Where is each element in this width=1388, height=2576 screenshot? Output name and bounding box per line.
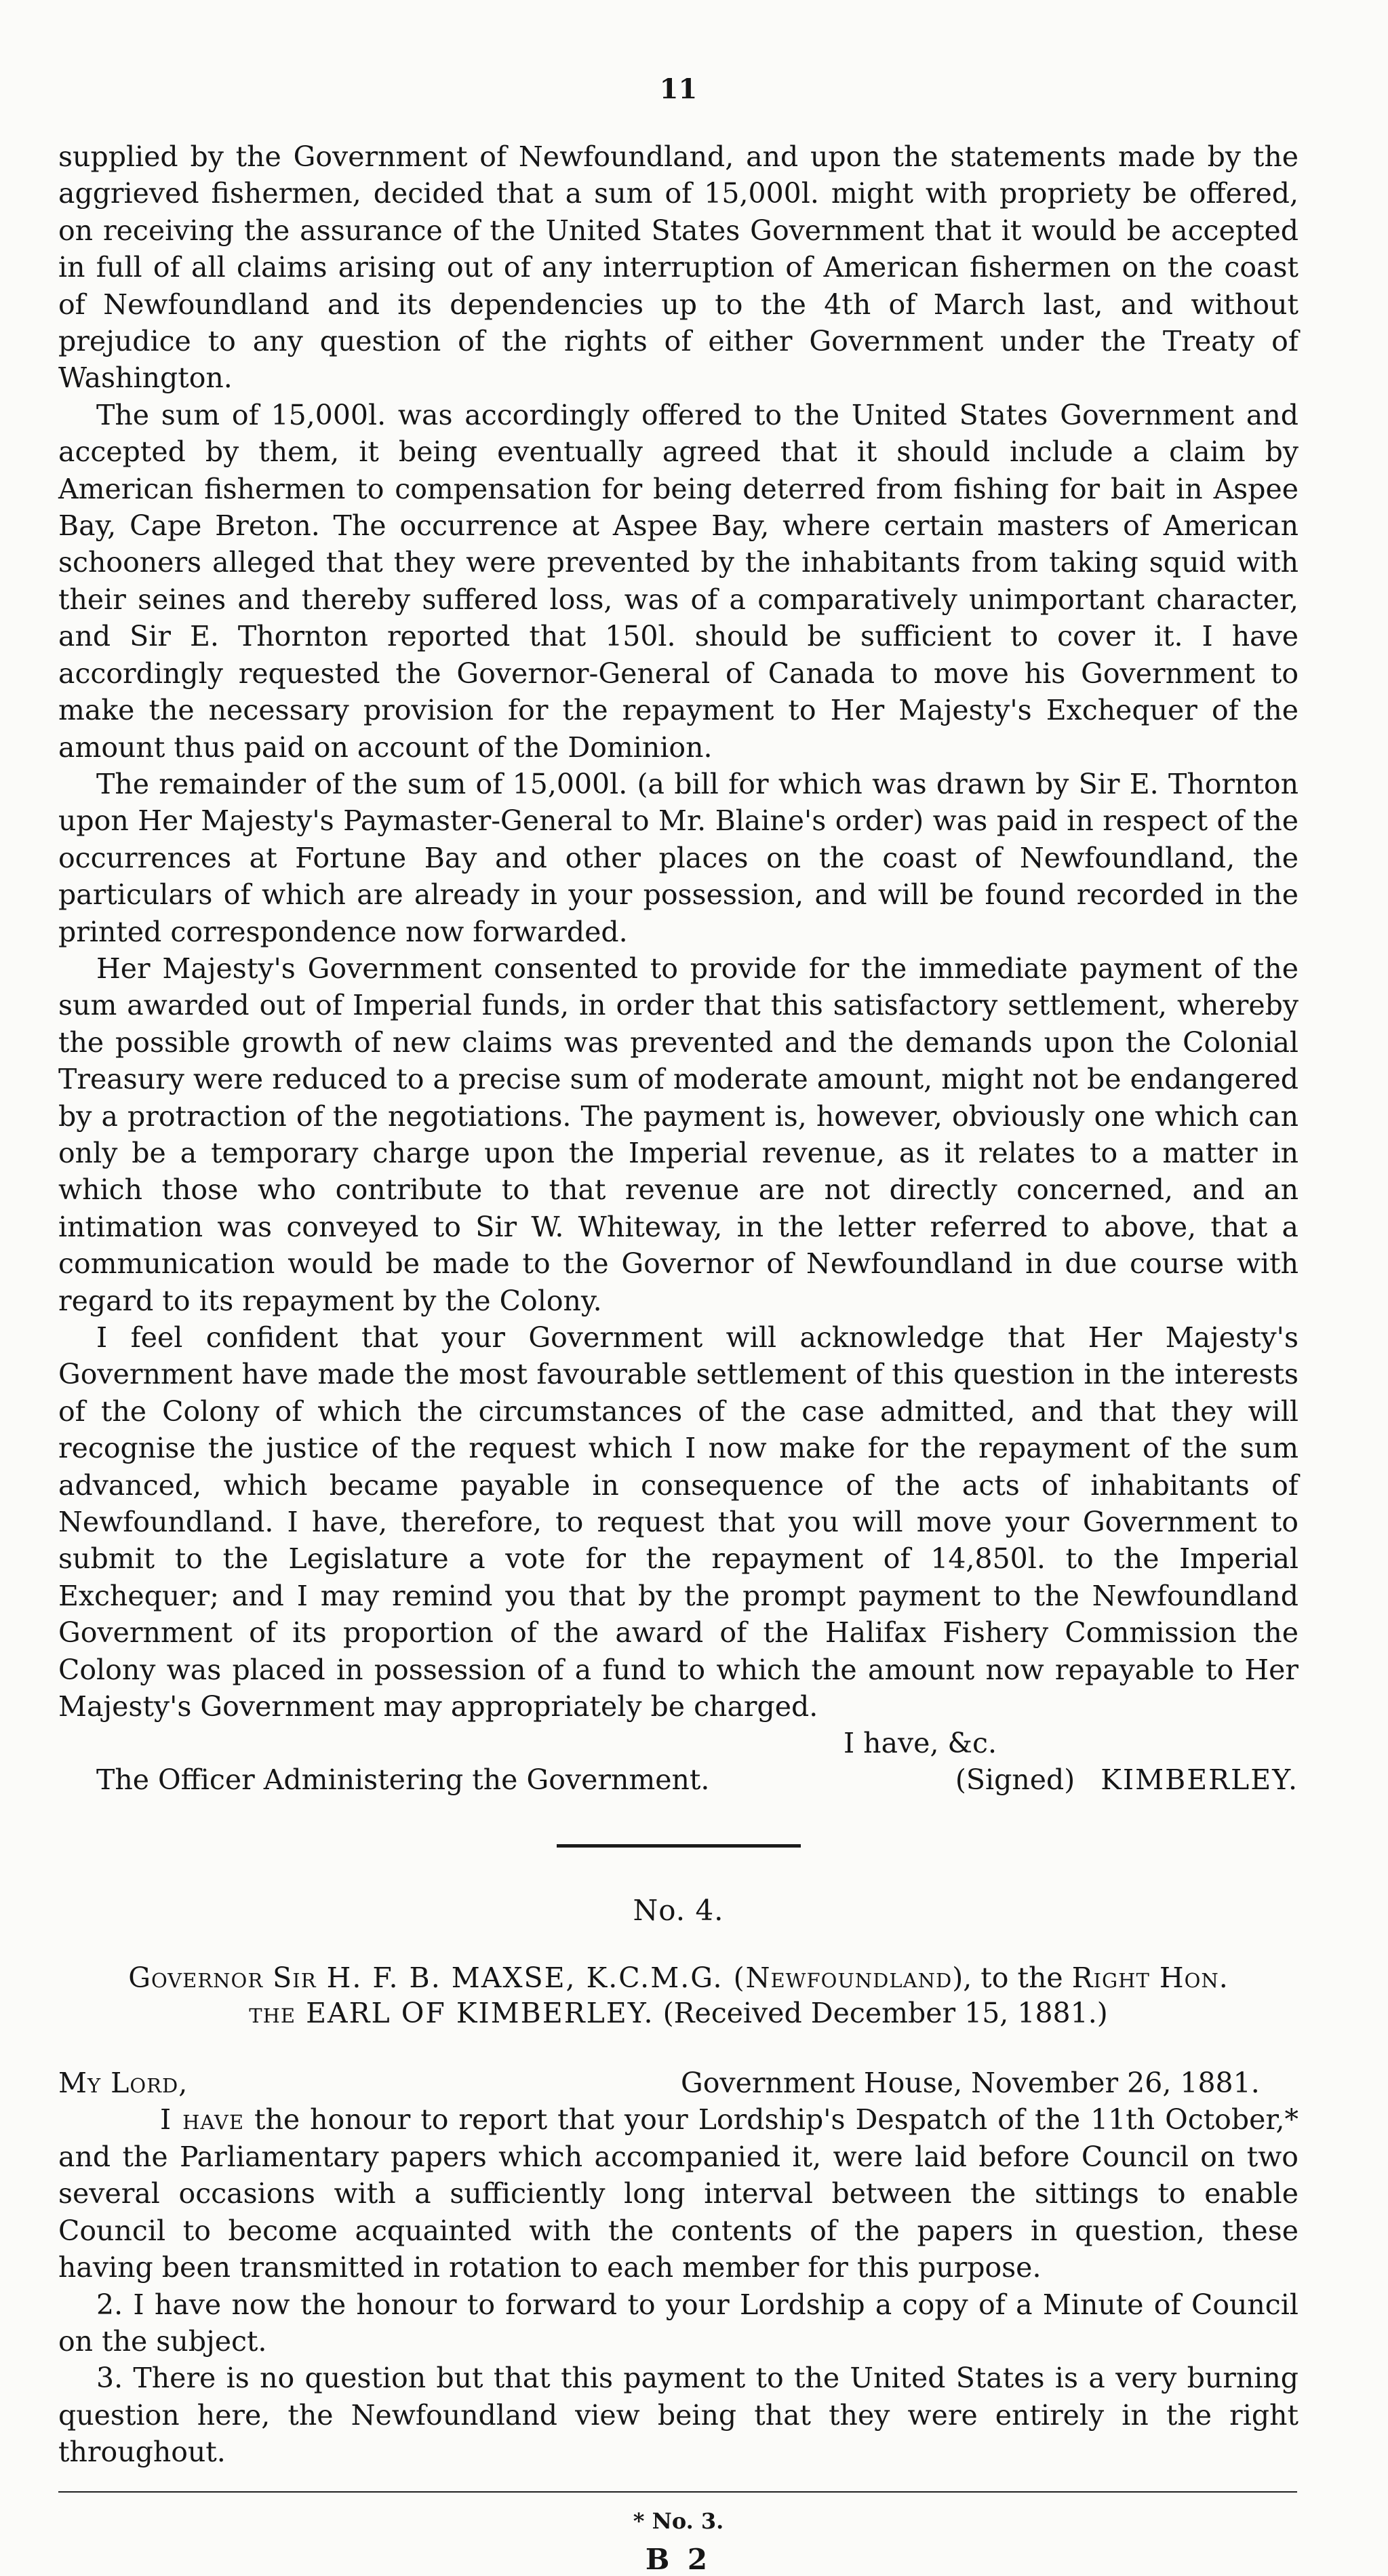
dateline: Government House, November 26, 1881.	[681, 2067, 1260, 2100]
signature-block	[955, 1761, 1298, 1798]
addressee: The Officer Administering the Government.	[96, 1763, 710, 1797]
letter-paragraph-1: supplied by the Government of Newfoundland, and upon the statements made by the aggrieved fishermen, decided that a sum of 15,000l. might with propriety be offered, on receiving the assurance of the United States Government that it would be accepted in full of all claims arising out of any interruption of American fishermen on the coast of Newfoundland and its dependencies up to the 4th of March last, and without prejudice to any question of the rights of either Government under the Treaty of Washington.	[58, 140, 1298, 395]
letter-paragraph-4: Her Majesty's Government consented to provide for the immediate payment of the sum awarded out of Imperial funds, in order that this satisfactory settlement, whereby the possible growth of new claims was prevented and the demands upon the Colonial Treasury were reduced to a precise sum of moderate amount, might not be endangered by a protraction of the negotiations. The payment is, however, obviously one which can only be a temporary charge upon the Imperial revenue, as it relates to a matter in which those who contribute to that revenue are not directly concerned, and an intimation was conveyed to Sir W. Whiteway, in the letter referred to above, that a communication would be made to the Governor of Newfoundland in due course with regard to its repayment by the Colony.	[58, 952, 1298, 1317]
despatch-paragraph-2: 2. I have now the honour to forward to your Lordship a copy of a Minute of Council on the subject.	[58, 2288, 1298, 2358]
salutation: My Lord,	[58, 2067, 189, 2100]
letter-paragraph-5: I feel confident that your Government will acknowledge that Her Majesty's Government have made the most favourable settlement of this question in the interests of the Colony of which the circumstances of the case admitted, and that they will recognise the justice of the request which I now make for the repayment of the sum advanced, which became payable in consequence of the acts of inhabitants of Newfoundland. I have, therefore, to request that you will move your Government to submit to the Legislature a vote for the repayment of 14,850l. to the Imperial Exchequer; and I may remind you that by the prompt payment to the Newfoundland Government of its proportion of the award of the Halifax Fishery Commission the Colony was placed in possession of a fund to which the amount now repayable to Her Majesty's Government may appropriately be charged.	[58, 1321, 1298, 1723]
closing-row	[58, 1761, 1298, 1798]
page-number: 11	[659, 73, 698, 105]
printer-signature-mark: B 2	[645, 2542, 712, 2576]
letter-paragraph-2: The sum of 15,000l. was accordingly offered to the United States Government and accepted by them, it being eventually agreed that it should include a claim by American fishermen to compensation for being deterred from fishing for bait in Aspee Bay, Cape Breton. The occurrence at Aspee Bay, where certain masters of American schooners alleged that they were prevented by the inhabitants from taking squid with their seines and thereby suffered loss, was of a comparatively unimportant character, and Sir E. Thornton reported that 150l. should be sufficient to cover it. I have accordingly requested the Governor-General of Canada to move his Government to make the necessary provision for the repayment to Her Majesty's Exchequer of the amount thus paid on account of the Dominion.	[58, 398, 1298, 764]
heading-line-2: the EARL OF KIMBERLEY. (Received December 15, 1881.)	[249, 1997, 1108, 2030]
letter-paragraph-3: The remainder of the sum of 15,000l. (a bill for which was drawn by Sir E. Thornton upon Her Majesty's Paymaster-General to Mr. Blaine's order) was paid in respect of the occurrences at Fortune Bay and other places on the coast of Newfoundland, the particulars of which are already in your possession, and will be found recorded in the printed correspondence now forwarded.	[58, 767, 1298, 948]
letter-body	[58, 138, 1298, 1725]
signed-label: (Signed)	[955, 1763, 1075, 1797]
letter-closing	[58, 1725, 1298, 1798]
despatch-paragraph-3: 3. There is no question but that this payment to the United States is a very burning question here, the Newfoundland view being that they were entirely in the right throughout.	[58, 2362, 1298, 2469]
section-divider	[557, 1844, 801, 1848]
signatory-name: KIMBERLEY.	[1101, 1763, 1298, 1797]
heading-line-1: Governor Sir H. F. B. MAXSE, K.C.M.G. (Newfoundland), to the Right Hon.	[128, 1962, 1229, 1995]
footnote: * No. 3.	[633, 2507, 724, 2534]
despatch-heading	[58, 1960, 1298, 2031]
closing-phrase: I have, &c.	[843, 1727, 997, 1760]
despatch-number: No. 4.	[633, 1894, 724, 1928]
salutation-row	[58, 2065, 1298, 2101]
despatch-body	[58, 2101, 1298, 2470]
despatch-paragraph-1: I have the honour to report that your Lordship's Despatch of the 11th October,* and the Parliamentary papers which accompanied it, were laid before Council on two several occasions with a sufficiently long interval between the sittings to enable Council to become acquainted with the contents of the papers in question, these having been transmitted in rotation to each member for this purpose.	[58, 2103, 1298, 2284]
footnote-divider	[58, 2491, 1297, 2493]
